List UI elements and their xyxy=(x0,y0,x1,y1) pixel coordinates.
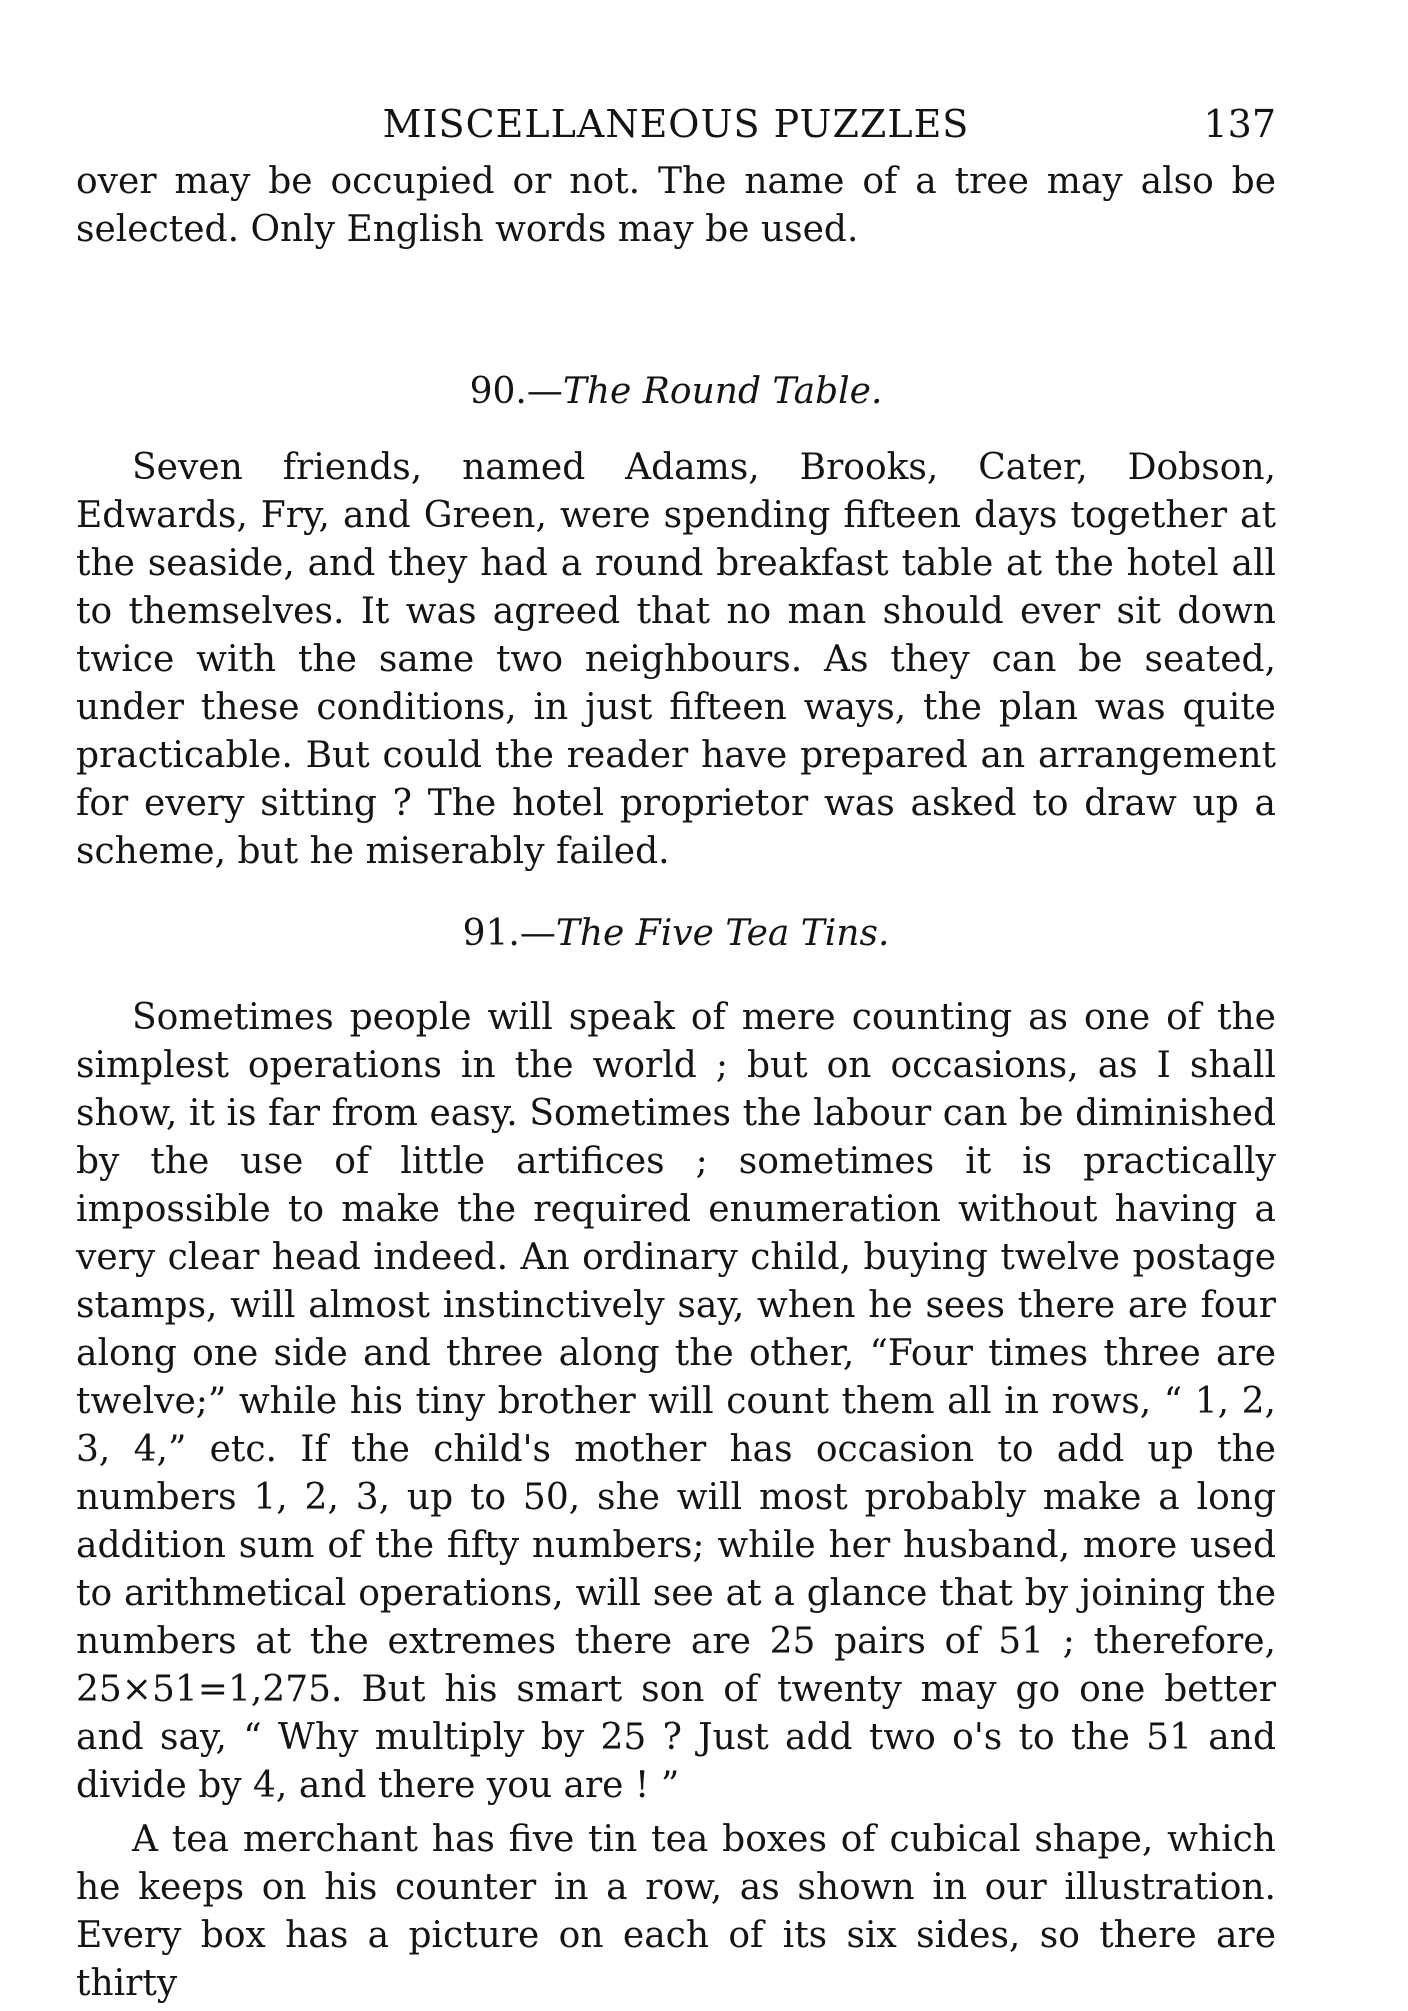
section-heading-90 xyxy=(76,368,1276,416)
section-heading-91 xyxy=(76,910,1276,958)
continuation-paragraph: over may be occupied or not. The name of a tree may also be selected. Only English words may be used. xyxy=(76,161,1276,250)
body-paragraph: Sometimes people will speak of mere counting as one of the simplest operations in the world ; but on occasions, as I shall show, it is far from easy. Sometimes the labour can be diminished by the use of little artifices ; sometimes it is practically impossible to make the required enumeration without having a very clear head indeed. An ordinary child, buying twelve postage stamps, will almost instinctively say, when he sees there are four along one side and three along the other, “Four times three are twelve;” while his tiny brother will count them all in rows, “ 1, 2, 3, 4,” etc. If the child's mother has occasion to add up the numbers 1, 2, 3, up to 50, she will most probably make a long addition sum of the fifty numbers; while her husband, more used to arithmetical operations, will see at a glance that by joining the numbers at the extremes there are 25 pairs of 51 ; therefore, 25×51=1,275. But his smart son of twenty may go one better and say, “ Why multiply by 25 ? Just add two o's to the 51 and divide by 4, and there you are ! ” xyxy=(76,997,1276,1806)
running-title: MISCELLANEOUS PUZZLES xyxy=(382,102,970,146)
body-paragraph: Seven friends, named Adams, Brooks, Cater, Dobson, Edwards, Fry, and Green, were spending fifteen days together at the seaside, and they had a round breakfast table at the hotel all to themselves. It was agreed that no man should ever sit down twice with the same two neighbours. As they can be seated, under these conditions, in just fifteen ways, the plan was quite practicable. But could the reader have prepared an arrangement for every sitting ? The hotel proprietor was asked to draw up a scheme, but he miserably failed. xyxy=(76,447,1276,872)
page-number: 137 xyxy=(1203,102,1276,146)
section-title: The Five Tea Tins. xyxy=(555,913,890,954)
body-paragraph: A tea merchant has five tin tea boxes of cubical shape, which he keeps on his counter in a row, as shown in our illustration. Every box has a picture on each of its six sides, so there are thirty xyxy=(76,1819,1276,2004)
section-number: 91.— xyxy=(462,913,556,954)
section-number: 90.— xyxy=(469,371,563,412)
section-title: The Round Table. xyxy=(562,371,883,412)
running-head xyxy=(76,92,1276,162)
book-page xyxy=(76,92,1276,2008)
